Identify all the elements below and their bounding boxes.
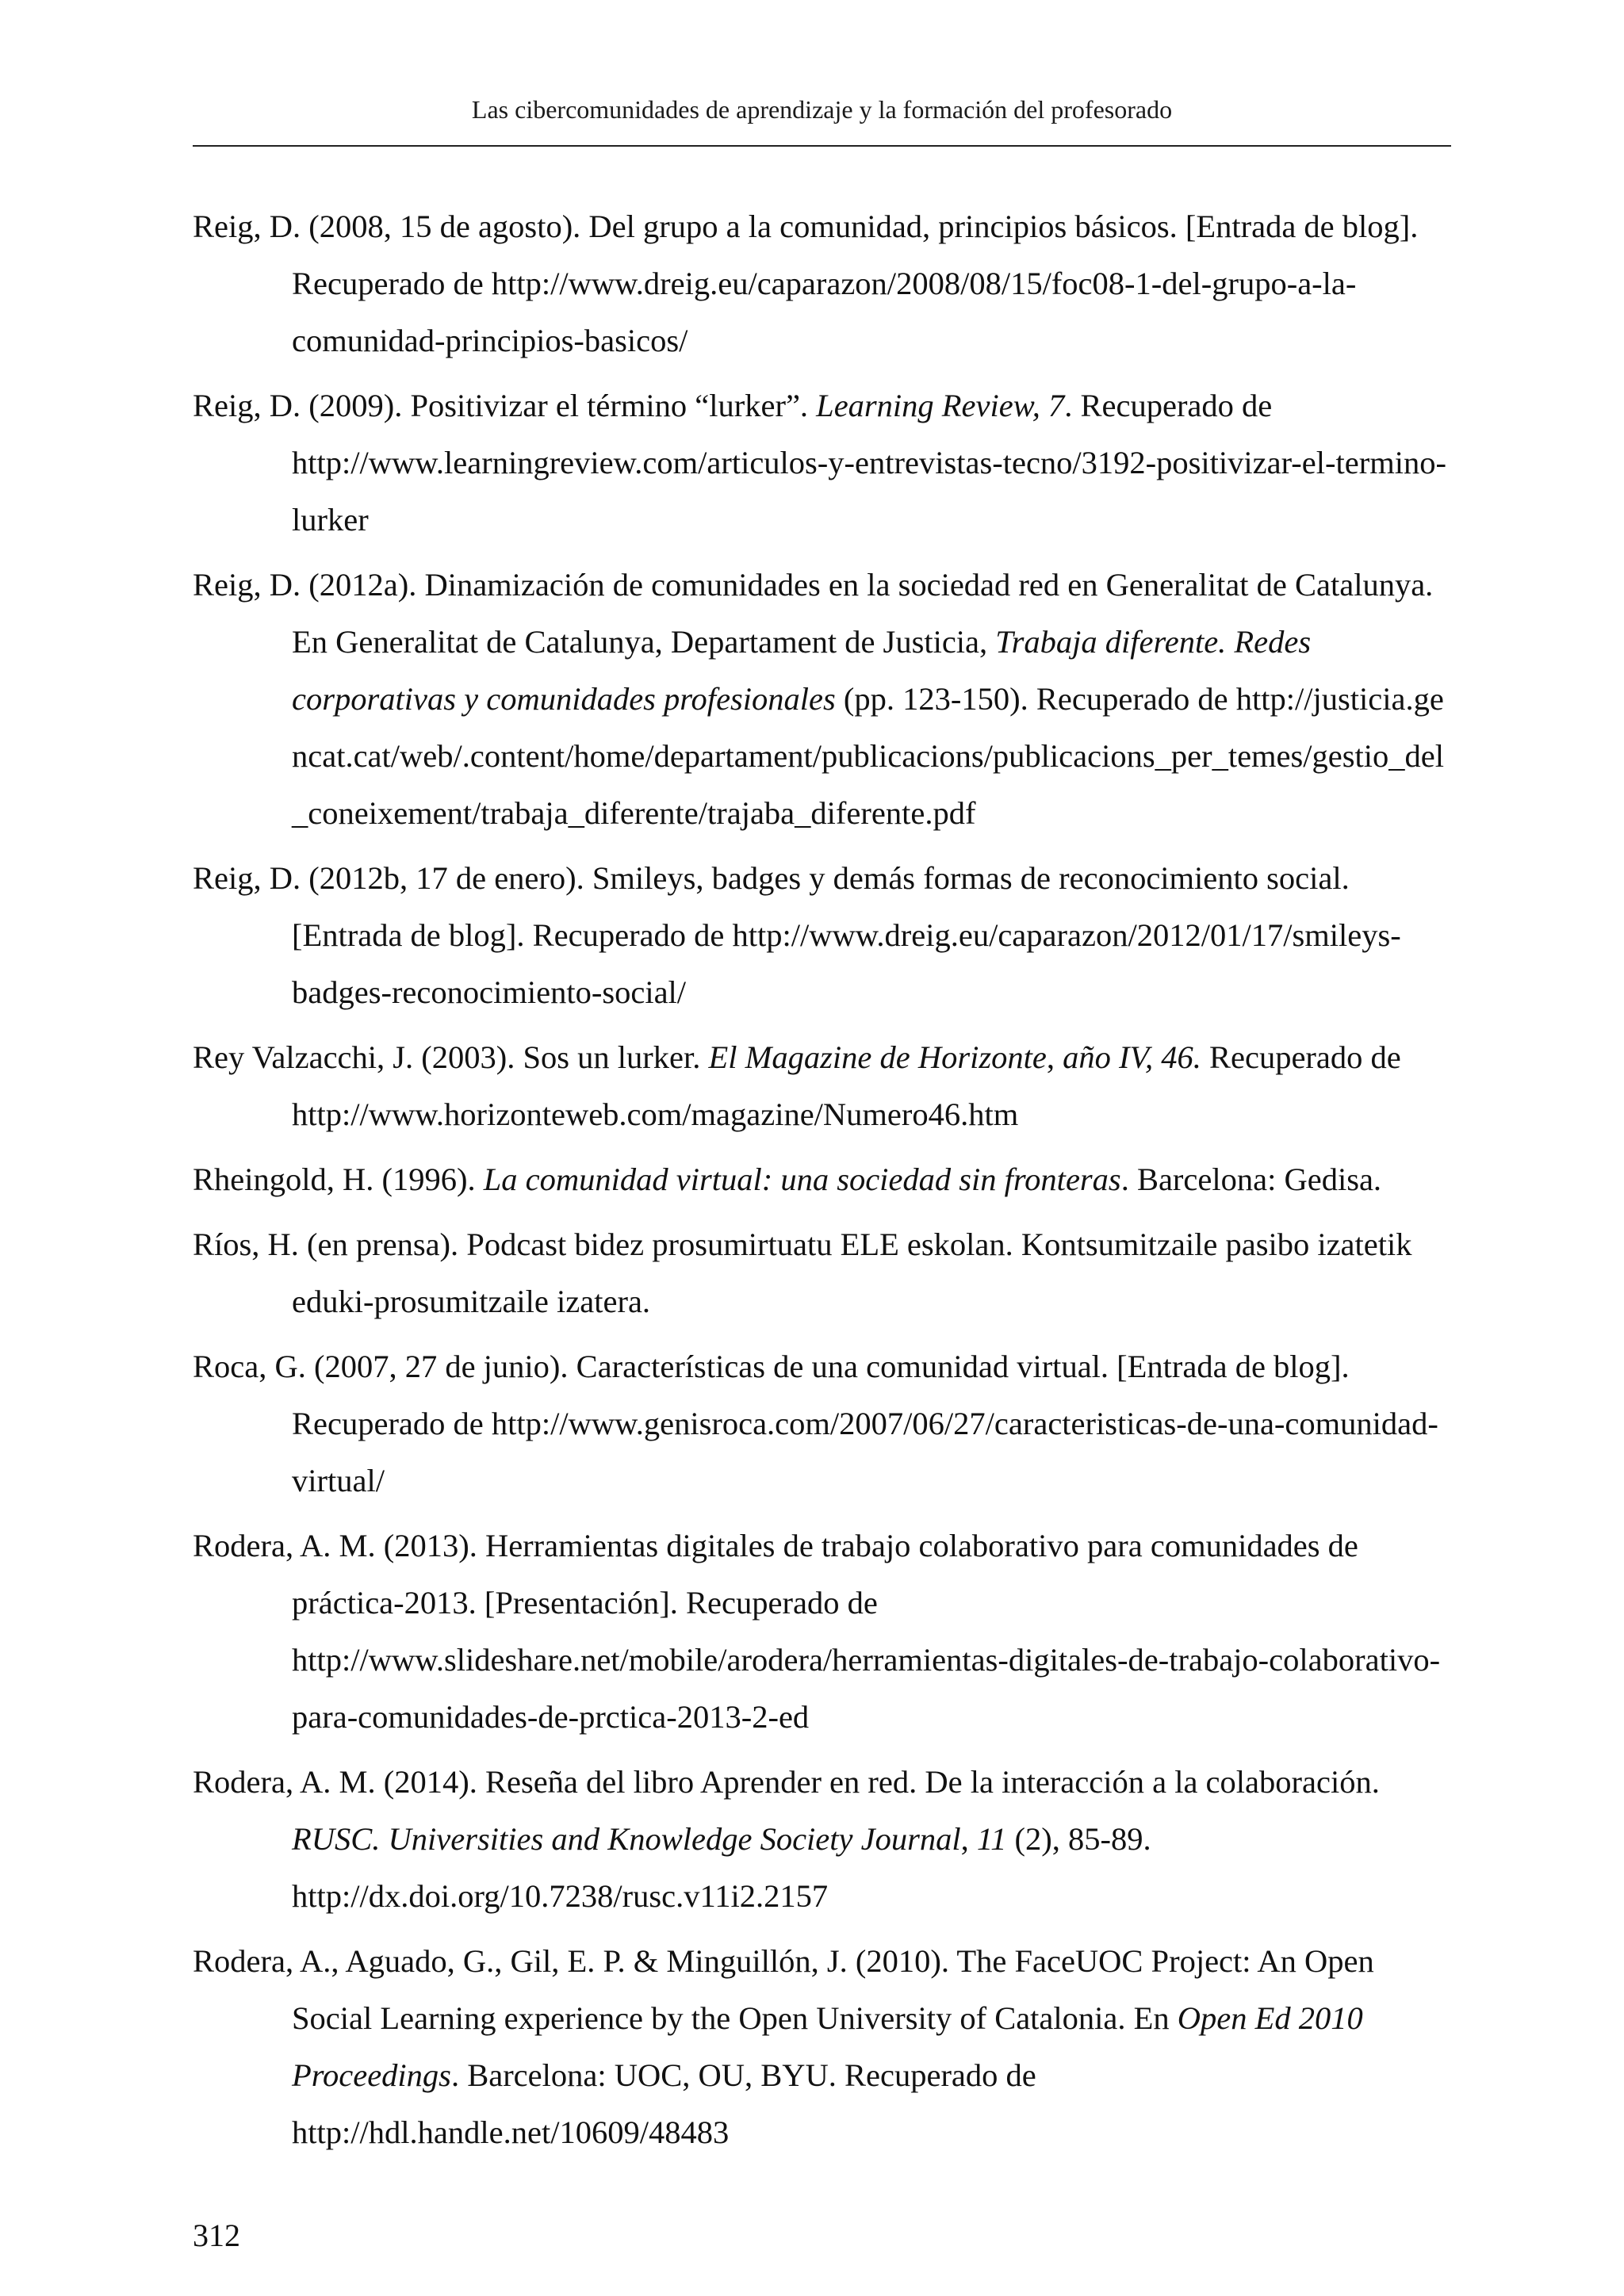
reference-entry: Rey Valzacchi, J. (2003). Sos un lurker. El Magazine de Horizonte, año IV, 46. Recuperado de http://www.horizonteweb.com/magazine/Numero46.htm (193, 1039, 1401, 1132)
reference-entry: Rodera, A., Aguado, G., Gil, E. P. & Minguillón, J. (2010). The FaceUOC Project: An Open Social Learning experience by the Open University of Catalonia. En Open Ed 2010 Proceedings. Barcelona: UOC, OU, BYU. Recuperado de http://hdl.handle.net/10609/48483 (193, 1943, 1374, 2150)
reference-entry: Rodera, A. M. (2014). Reseña del libro Aprender en red. De la interacción a la colaboración. RUSC. Universities and Knowledge Society Journal, 11 (2), 85-89. http://dx.doi.org/10.7238/rusc.v11i2.2157 (193, 1764, 1380, 1914)
reference-entry: Reig, D. (2008, 15 de agosto). Del grupo a la comunidad, principios básicos. [Entrada de blog]. Recuperado de http://www.dreig.eu/caparazon/2008/08/15/foc08-1-del-grupo-a-la-comunidad-principios-basicos/ (193, 209, 1419, 358)
running-header: Las cibercomunidades de aprendizaje y la formación del profesorado (471, 95, 1173, 124)
reference-entry: Rodera, A. M. (2013). Herramientas digitales de trabajo colaborativo para comunidades de práctica-2013. [Presentación]. Recuperado de http://www.slideshare.net/mobile/arodera/herramientas-digitales-de-trabajo-colaborativo-para-comunidades-de-prctica-2013-2-ed (193, 1528, 1441, 1735)
reference-entry: Ríos, H. (en prensa). Podcast bidez prosumirtuatu ELE eskolan. Kontsumitzaile pasibo izatetik eduki-prosumitzaile izatera. (193, 1226, 1412, 1319)
reference-entry: Roca, G. (2007, 27 de junio). Características de una comunidad virtual. [Entrada de blog]. Recuperado de http://www.genisroca.com/2007/06/27/caracteristicas-de-una-comunidad-virtual/ (193, 1349, 1438, 1498)
reference-list (193, 198, 1451, 2169)
header-rule (193, 145, 1451, 147)
reference-entry: Rheingold, H. (1996). La comunidad virtual: una sociedad sin fronteras. Barcelona: Gedisa. (193, 1161, 1382, 1197)
reference-entry: Reig, D. (2012b, 17 de enero). Smileys, badges y demás formas de reconocimiento social. [Entrada de blog]. Recuperado de http://www.dreig.eu/caparazon/2012/01/17/smileys-badges-reconocimiento-social/ (193, 860, 1401, 1010)
reference-entry: Reig, D. (2009). Positivizar el término “lurker”. Learning Review, 7. Recuperado de http://www.learningreview.com/articulos-y-entrevistas-tecno/3192-positivizar-el-termino-lurker (193, 388, 1446, 538)
page-number: 312 (193, 2218, 240, 2253)
reference-entry: Reig, D. (2012a). Dinamización de comunidades en la sociedad red en Generalitat de Catalunya. En Generalitat de Catalunya, Departament de Justicia, Trabaja diferente. Redes corporativas y comunidades profesionales (pp. 123-150). Recuperado de http://justicia.gencat.cat/web/.content/home/departament/publicacions/publicacions_per_temes/gestio_del_coneixement/trabaja_diferente/trajaba_diferente.pdf (193, 567, 1445, 831)
